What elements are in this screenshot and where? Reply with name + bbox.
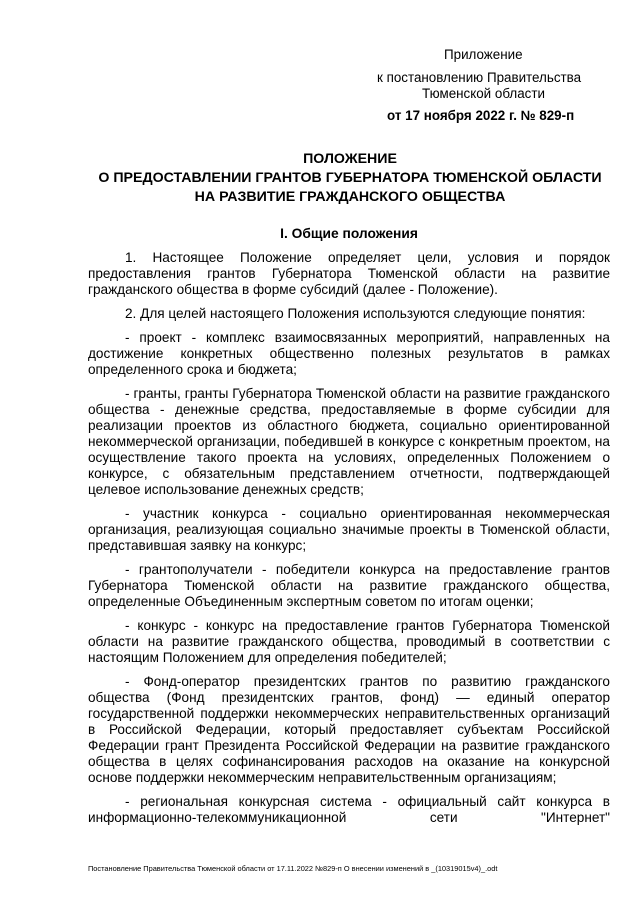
paragraph: 2. Для целей настоящего Положения используются следующие понятия:	[125, 306, 586, 321]
paragraph: - проект - комплекс взаимосвязанных мероприятий, направленных на достижение конкретных общественно полезных результатов в рамках определенного срока и бюджета;	[88, 330, 610, 377]
document-body	[88, 250, 610, 834]
paragraph: - гранты, гранты Губернатора Тюменской области на развитие гражданского общества - денежные средства, предоставляемые в форме субсидии для реализации проектов из областного бюджета, социально ориентированной некоммерческой организации, победившей в конкурсе с конкретным проектом, на осуществление такого проекта на условиях, определенных Положением о конкурсе, с обязательным представлением отчетности, подтверждающей целевое использование денежных средств;	[88, 386, 610, 497]
resolution-reference: к постановлению Правительства	[377, 70, 582, 85]
paragraph: - грантополучатели - победители конкурса на предоставление грантов Губернатора Тюменской области на развитие гражданского общества, определенные Объединенным экспертным советом по итогам оценки;	[88, 562, 610, 609]
page-footer: Постановление Правительства Тюменской области от 17.11.2022 №829-п О внесении изменений в _(10319015v4)_.odt	[88, 864, 498, 873]
resolution-date-number: от 17 ноября 2022 г. № 829-п	[387, 108, 575, 123]
appendix-label: Приложение	[444, 47, 523, 62]
paragraph: - конкурс - конкурс на предоставление грантов Губернатора Тюменской области на развитие гражданского общества, проводимый в соответствии с настоящим Положением для определения победителей;	[88, 618, 610, 665]
paragraph: - Фонд-оператор президентских грантов по развитию гражданского общества (Фонд президентских грантов, фонд) — единый оператор государственной поддержки некоммерческих неправительственных организаций в Российской Федерации, который предоставляет субъектам Российской Федерации грант Президента Российской Федерации на развитие гражданского общества в целях софинансирования расходов на оказание на конкурсной основе поддержки некоммерческим неправительственным организациям;	[88, 674, 610, 785]
document-subtitle-line1: О ПРЕДОСТАВЛЕНИИ ГРАНТОВ ГУБЕРНАТОРА ТЮМЕНСКОЙ ОБЛАСТИ	[98, 170, 602, 186]
document-title: ПОЛОЖЕНИЕ	[303, 151, 397, 167]
region-name: Тюменской области	[422, 86, 545, 101]
paragraph: - участник конкурса - социально ориентированная некоммерческая организация, реализующая социально значимые проекты в Тюменской области, представившая заявку на конкурс;	[88, 506, 610, 553]
paragraph: - региональная конкурсная система - официальный сайт конкурса в информационно-телекоммуникационной сети "Интернет"	[88, 794, 610, 825]
section-heading: I. Общие положения	[280, 226, 418, 241]
paragraph: 1. Настоящее Положение определяет цели, условия и порядок предоставления грантов Губернатора Тюменской области на развитие гражданского общества в форме субсидий (далее - Положение).	[88, 250, 610, 297]
document-subtitle-line2: НА РАЗВИТИЕ ГРАЖДАНСКОГО ОБЩЕСТВА	[194, 189, 506, 205]
